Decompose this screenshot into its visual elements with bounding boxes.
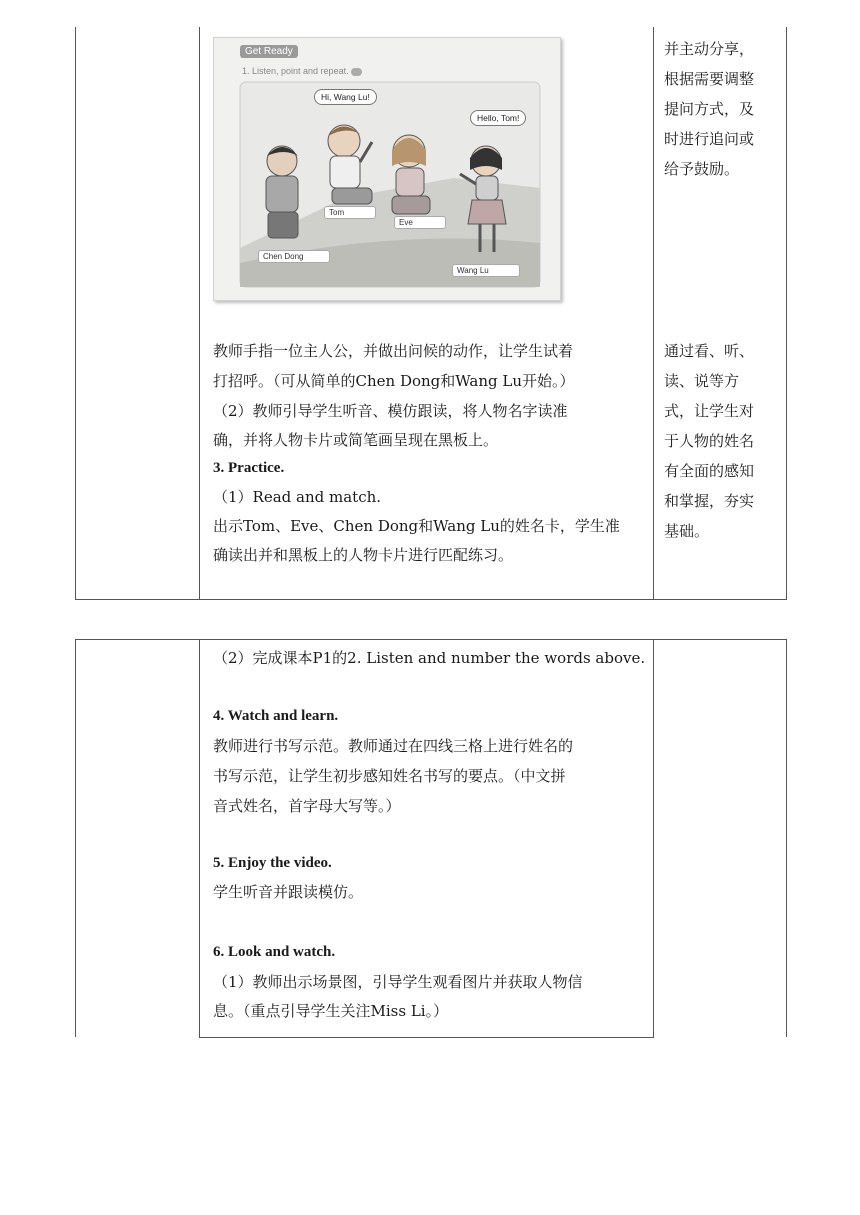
- table2-divider-2: [653, 639, 654, 1037]
- speech-bubble-left: Hi, Wang Lu!: [314, 89, 377, 105]
- main-text-line: 教师进行书写示范。教师通过在四线三格上进行姓名的: [213, 737, 574, 755]
- side-note-line: 读、说等方: [664, 372, 740, 390]
- table1-divider-1: [199, 27, 200, 599]
- speech-bubble-right: Hello, Tom!: [470, 110, 526, 126]
- step-4-heading: 4. Watch and learn.: [213, 708, 339, 724]
- table2-right-border: [786, 639, 787, 1037]
- side-note-line: 给予鼓励。: [664, 160, 740, 178]
- task-2-text: （2）完成课本P1的2. Listen and number the words above.: [213, 649, 646, 667]
- main-text-line: 确，并将人物卡片或简笔画呈现在黑板上。: [213, 431, 499, 449]
- side-note-line: 于人物的姓名: [664, 432, 755, 450]
- side-note-line: 有全面的感知: [664, 462, 755, 480]
- table1-right-border: [786, 27, 787, 599]
- side-note-line: 根据需要调整: [664, 70, 755, 88]
- side-note-line: 通过看、听、: [664, 342, 755, 360]
- main-text-line: 教师手指一位主人公，并做出问候的动作，让学生试着: [213, 342, 574, 360]
- table1-divider-2: [653, 27, 654, 599]
- get-ready-badge: Get Ready: [240, 45, 298, 58]
- step-5-heading: 5. Enjoy the video.: [213, 855, 332, 871]
- table1-left-border: [75, 27, 76, 599]
- side-note-line: 基础。: [664, 522, 710, 540]
- side-note-line: 并主动分享，: [664, 40, 755, 58]
- step-6-heading: 6. Look and watch.: [213, 944, 336, 960]
- side-note-line: 时进行追问或: [664, 130, 755, 148]
- name-tag-tom: Tom: [324, 206, 376, 219]
- main-text-line: 音式姓名，首字母大写等。）: [213, 797, 401, 815]
- side-note-line: 提问方式，及: [664, 100, 755, 118]
- table2-left-border: [75, 639, 76, 1037]
- main-text-line: 打招呼。（可从简单的Chen Dong和Wang Lu开始。）: [213, 372, 575, 390]
- table2-divider-1: [199, 639, 200, 1037]
- main-text-line: 书写示范，让学生初步感知姓名书写的要点。（中文拼: [213, 767, 566, 785]
- instruction-label: 1. Listen, point and repeat.: [242, 66, 349, 76]
- main-text-line: （1）Read and match.: [213, 488, 382, 506]
- main-text-line: 息。（重点引导学生关注Miss Li。）: [213, 1002, 449, 1020]
- table1-bottom-border: [75, 599, 787, 600]
- table2-cell-bottom-border: [199, 1037, 654, 1038]
- main-text-line: （1）教师出示场景图，引导学生观看图片并获取人物信: [213, 973, 583, 991]
- side-note-line: 式，让学生对: [664, 402, 755, 420]
- practice-heading: 3. Practice.: [213, 460, 285, 476]
- main-text-line: （2）教师引导学生听音、模仿跟读，将人物名字读准: [213, 402, 568, 420]
- main-text-line: 确读出并和黑板上的人物卡片进行匹配练习。: [213, 546, 514, 564]
- textbook-image: [213, 37, 561, 301]
- table2-top-border: [75, 639, 787, 640]
- side-note-line: 和掌握，夯实: [664, 492, 755, 510]
- side-note-top: [664, 34, 776, 184]
- side-note-bottom: [664, 336, 776, 546]
- girl-eve-figure: [392, 135, 430, 214]
- name-tag-chen-dong: Chen Dong: [258, 250, 330, 263]
- name-tag-eve: Eve: [394, 216, 446, 229]
- name-tag-wang-lu: Wang Lu: [452, 264, 520, 277]
- boy-chen-dong-figure: [266, 146, 298, 238]
- main-text-line: 出示Tom、Eve、Chen Dong和Wang Lu的姓名卡，学生准: [213, 517, 620, 535]
- main-text-line: 学生听音并跟读模仿。: [213, 883, 364, 901]
